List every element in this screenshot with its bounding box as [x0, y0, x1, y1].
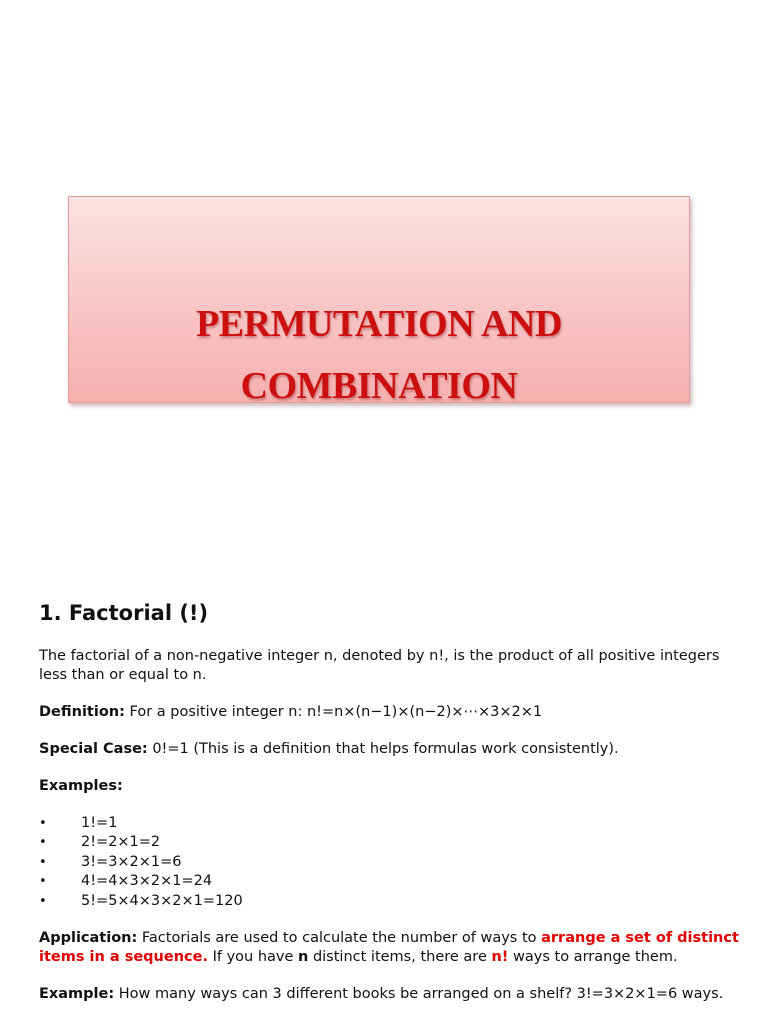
examples-heading: [39, 777, 739, 796]
definition-paragraph: [39, 703, 739, 722]
special-case-paragraph: [39, 740, 739, 759]
example-text: How many ways can 3 different books be arranged on a shelf? 3!=3×2×1=6 ways.: [114, 986, 724, 1003]
application-nfact: n!: [491, 949, 509, 966]
list-item: • 1!=1: [39, 814, 739, 833]
document-title: [69, 293, 689, 417]
title-line-1: PERMUTATION AND: [196, 303, 562, 345]
section-factorial: [39, 598, 739, 1022]
application-text-1: Factorials are used to calculate the number of ways to: [137, 930, 542, 947]
special-case-label: Special Case:: [39, 741, 148, 757]
title-line-2: COMBINATION: [240, 365, 518, 407]
examples-list: [39, 814, 739, 911]
example-paragraph: [39, 985, 739, 1004]
list-item: • 3!=3×2×1=6: [39, 853, 739, 872]
application-text-3: distinct items, there are: [308, 949, 492, 966]
application-highlight: arrange a set of distinct items in a sequence.: [39, 930, 739, 966]
application-text-2: If you have: [207, 949, 299, 966]
application-paragraph: [39, 929, 739, 967]
list-item: • 4!=4×3×2×1=24: [39, 872, 739, 891]
title-banner: [68, 196, 690, 407]
intro-paragraph: The factorial of a non-negative integer n, denoted by n!, is the product of all positive integers less than or equal to n.: [39, 648, 720, 683]
definition-label: Definition:: [39, 704, 125, 720]
example-label: Example:: [39, 986, 115, 1003]
application-label: Application:: [39, 930, 138, 947]
application-n: n: [298, 949, 309, 966]
examples-label: Examples:: [39, 778, 123, 794]
special-case-text: 0!=1 (This is a definition that helps formulas work consistently).: [147, 741, 619, 757]
definition-text: For a positive integer n: n!=n×(n−1)×(n−2)×⋯×3×2×1: [124, 704, 543, 720]
list-item: • 5!=5×4×3×2×1=120: [39, 892, 739, 911]
application-text-4: ways to arrange them.: [508, 949, 678, 966]
list-item: • 2!=2×1=2: [39, 833, 739, 852]
section-heading: 1. Factorial (!): [39, 601, 209, 625]
